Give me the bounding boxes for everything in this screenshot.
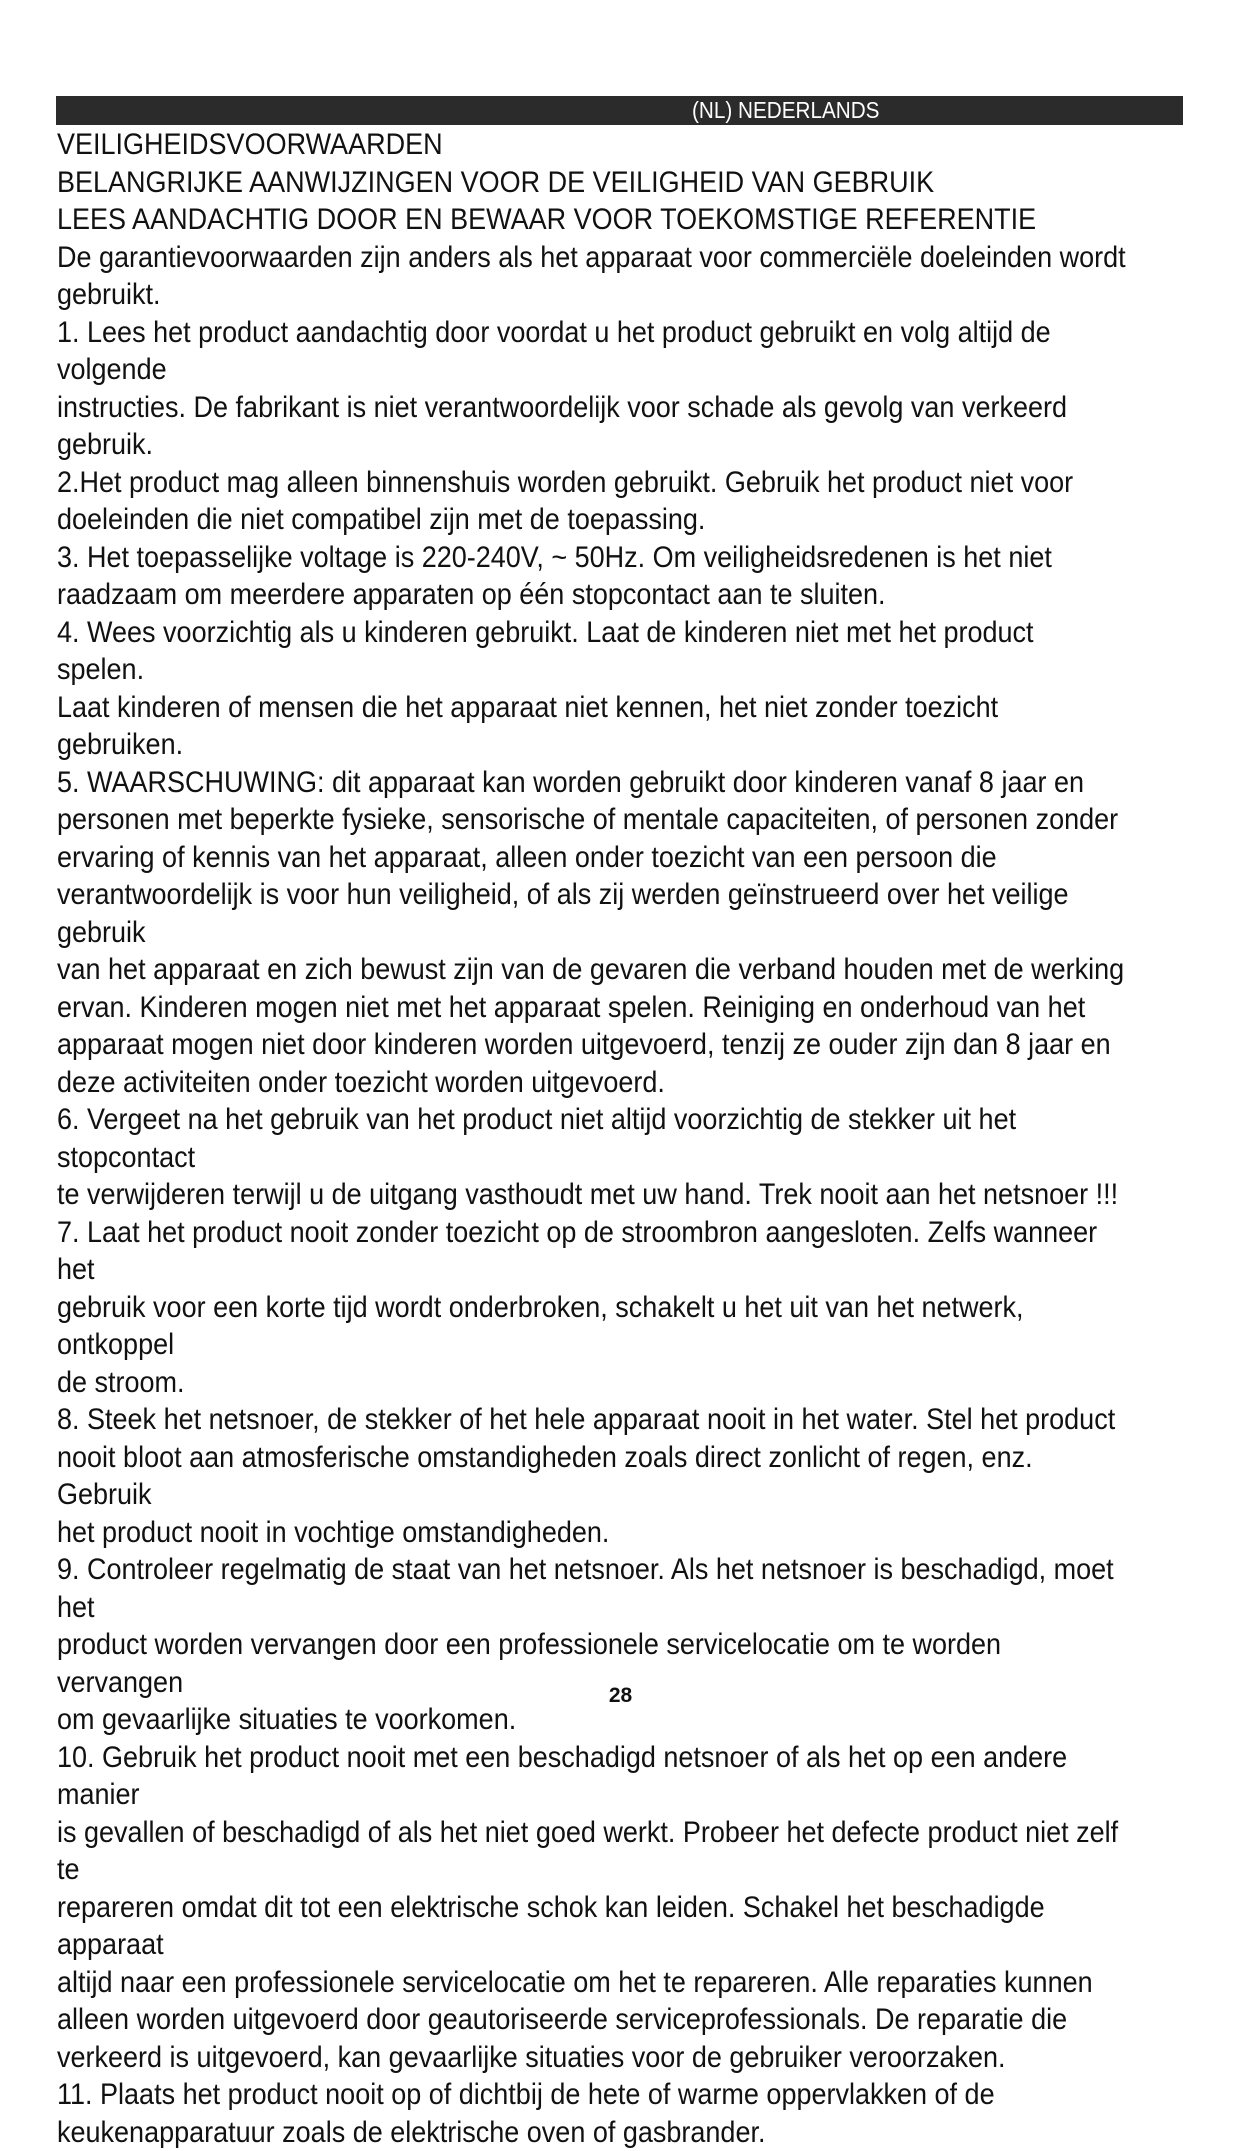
instruction-1: 1. Lees het product aandachtig door voordat u het product gebruikt en volg altijd de volgende instructies. De fabrikant is niet verantwoordelijk voor schade als gevolg van verkeerd gebruik.: [57, 315, 1067, 461]
instruction-7: 7. Laat het product nooit zonder toezicht op de stroombron aangesloten. Zelfs wanneer het gebruik voor een korte tijd wordt onderbroken, schakelt u het uit van het netwerk, ontkoppel de stroom.: [57, 1215, 1098, 1399]
page-number: 28: [608, 1684, 633, 1707]
instruction-8: 8. Steek het netsnoer, de stekker of het hele apparaat nooit in het water. Stel het product nooit bloot aan atmosferische omstandigheden zoals direct zonlicht of regen, enz. Gebruik het product nooit in vochtige omstandigheden.: [57, 1403, 1116, 1549]
page-content: [57, 126, 1128, 2151]
warranty-note: De garantievoorwaarden zijn anders als het apparaat voor commerciële doeleinden wordt gebruikt.: [57, 240, 1126, 311]
instruction-5: 5. WAARSCHUWING: dit apparaat kan worden gebruikt door kinderen vanaf 8 jaar en personen met beperkte fysieke, sensorische of mentale capaciteiten, of personen zonder ervaring of kennis van het apparaat, alleen onder toezicht van een persoon die verantwoordelijk is voor hun veiligheid, of als zij werden geïnstrueerd over het veilige gebruik van het apparaat en zich bewust zijn van de gevaren die verband houden met de werking ervan. Kinderen mogen niet met het apparaat spelen. Reiniging en onderhoud van het apparaat mogen niet door kinderen worden uitgevoerd, tenzij ze ouder zijn dan 8 jaar en deze activiteiten onder toezicht worden uitgevoerd.: [57, 765, 1125, 1099]
instruction-2: 2.Het product mag alleen binnenshuis worden gebruikt. Gebruik het product niet voor doeleinden die niet compatibel zijn met de toepassing.: [57, 465, 1074, 536]
section-subtitle: BELANGRIJKE AANWIJZINGEN VOOR DE VEILIGHEID VAN GEBRUIK: [57, 165, 935, 199]
instruction-10: 10. Gebruik het product nooit met een beschadigd netsnoer of als het op een andere manier is gevallen of beschadigd of als het niet goed werkt. Probeer het defecte product niet zelf te repareren omdat dit tot een elektrische schok kan leiden. Schakel het beschadigde apparaat altijd naar een professionele servicelocatie om het te repareren. Alle reparaties kunnen alleen worden uitgevoerd door geautoriseerde serviceprofessionals. De reparatie die verkeerd is uitgevoerd, kan gevaarlijke situaties voor de gebruiker veroorzaken.: [57, 1740, 1119, 2074]
instruction-9: 9. Controleer regelmatig de staat van het netsnoer. Als het netsnoer is beschadigd, moet het product worden vervangen door een professionele servicelocatie om te worden vervangen om gevaarlijke situaties te voorkomen.: [57, 1553, 1114, 1736]
instruction-6: 6. Vergeet na het gebruik van het product niet altijd voorzichtig de stekker uit het stopcontact te verwijderen terwijl u de uitgang vasthoudt met uw hand. Trek nooit aan het netsnoer !!!: [57, 1103, 1119, 1211]
language-header-bar: [56, 96, 1183, 125]
instruction-11: 11. Plaats het product nooit op of dichtbij de hete of warme oppervlakken of de keukenapparatuur zoals de elektrische oven of gasbrander.: [57, 2078, 995, 2149]
language-label: (NL) NEDERLANDS: [692, 97, 880, 123]
instruction-3: 3. Het toepasselijke voltage is 220-240V, ~ 50Hz. Om veiligheidsredenen is het niet raadzaam om meerdere apparaten op één stopcontact aan te sluiten.: [57, 540, 1052, 611]
instruction-4: 4. Wees voorzichtig als u kinderen gebruikt. Laat de kinderen niet met het product spelen. Laat kinderen of mensen die het apparaat niet kennen, het niet zonder toezicht gebruiken.: [57, 615, 1034, 761]
section-subtitle-read-carefully: LEES AANDACHTIG DOOR EN BEWAAR VOOR TOEKOMSTIGE REFERENTIE: [57, 203, 1037, 236]
section-title: VEILIGHEIDSVOORWAARDEN: [57, 128, 443, 161]
